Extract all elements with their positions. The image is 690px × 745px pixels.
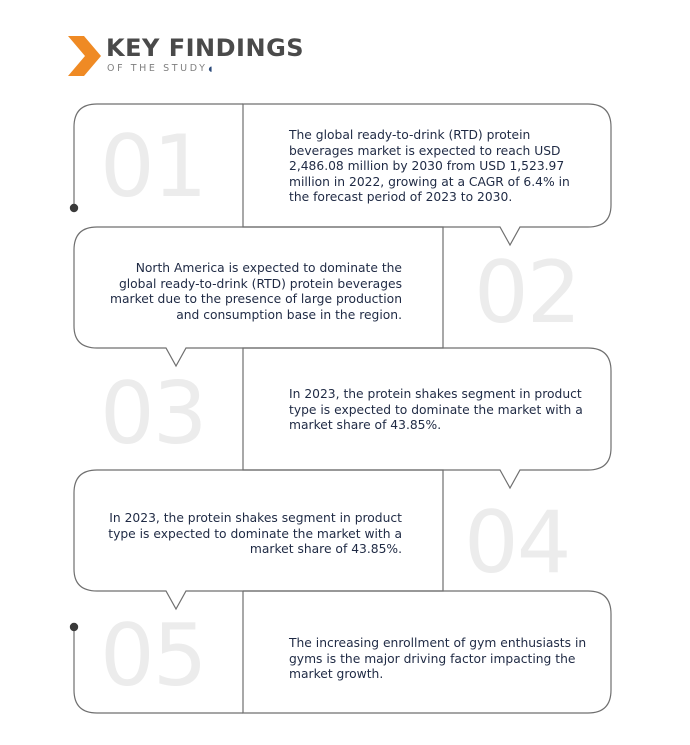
finding-number-05: 05 (100, 606, 206, 706)
finding-text-03: In 2023, the protein shakes segment in product type is expected to dominate the market with a market share of 43.85%. (289, 387, 583, 432)
finding-number-02: 02 (474, 243, 580, 343)
end-dot (70, 623, 78, 631)
finding-text-01: The global ready-to-drink (RTD) protein beverages market is expected to reach USD 2,486.08 million by 2030 from USD 1,523.97 million in 2022, growing at a CAGR of 6.4% in the forecast period of 2023 to 2030. (289, 128, 570, 204)
page-subtitle: OF THE STUDY◖ (107, 63, 213, 74)
finding-text-05: The increasing enrollment of gym enthusiasts in gyms is the major driving factor impacting the market growth. (289, 636, 587, 681)
finding-number-01: 01 (100, 117, 206, 217)
finding-number-03: 03 (100, 364, 206, 464)
finding-text-02: North America is expected to dominate the global ready-to-drink (RTD) protein beverages market due to the presence of large production and consumption base in the region. (110, 261, 402, 322)
finding-text-04: In 2023, the protein shakes segment in product type is expected to dominate the market with a market share of 43.85%. (108, 511, 402, 556)
start-dot (70, 204, 78, 212)
page-title: KEY FINDINGS (106, 34, 305, 62)
moon-icon: ◖ (208, 65, 213, 73)
finding-number-04: 04 (464, 493, 570, 593)
